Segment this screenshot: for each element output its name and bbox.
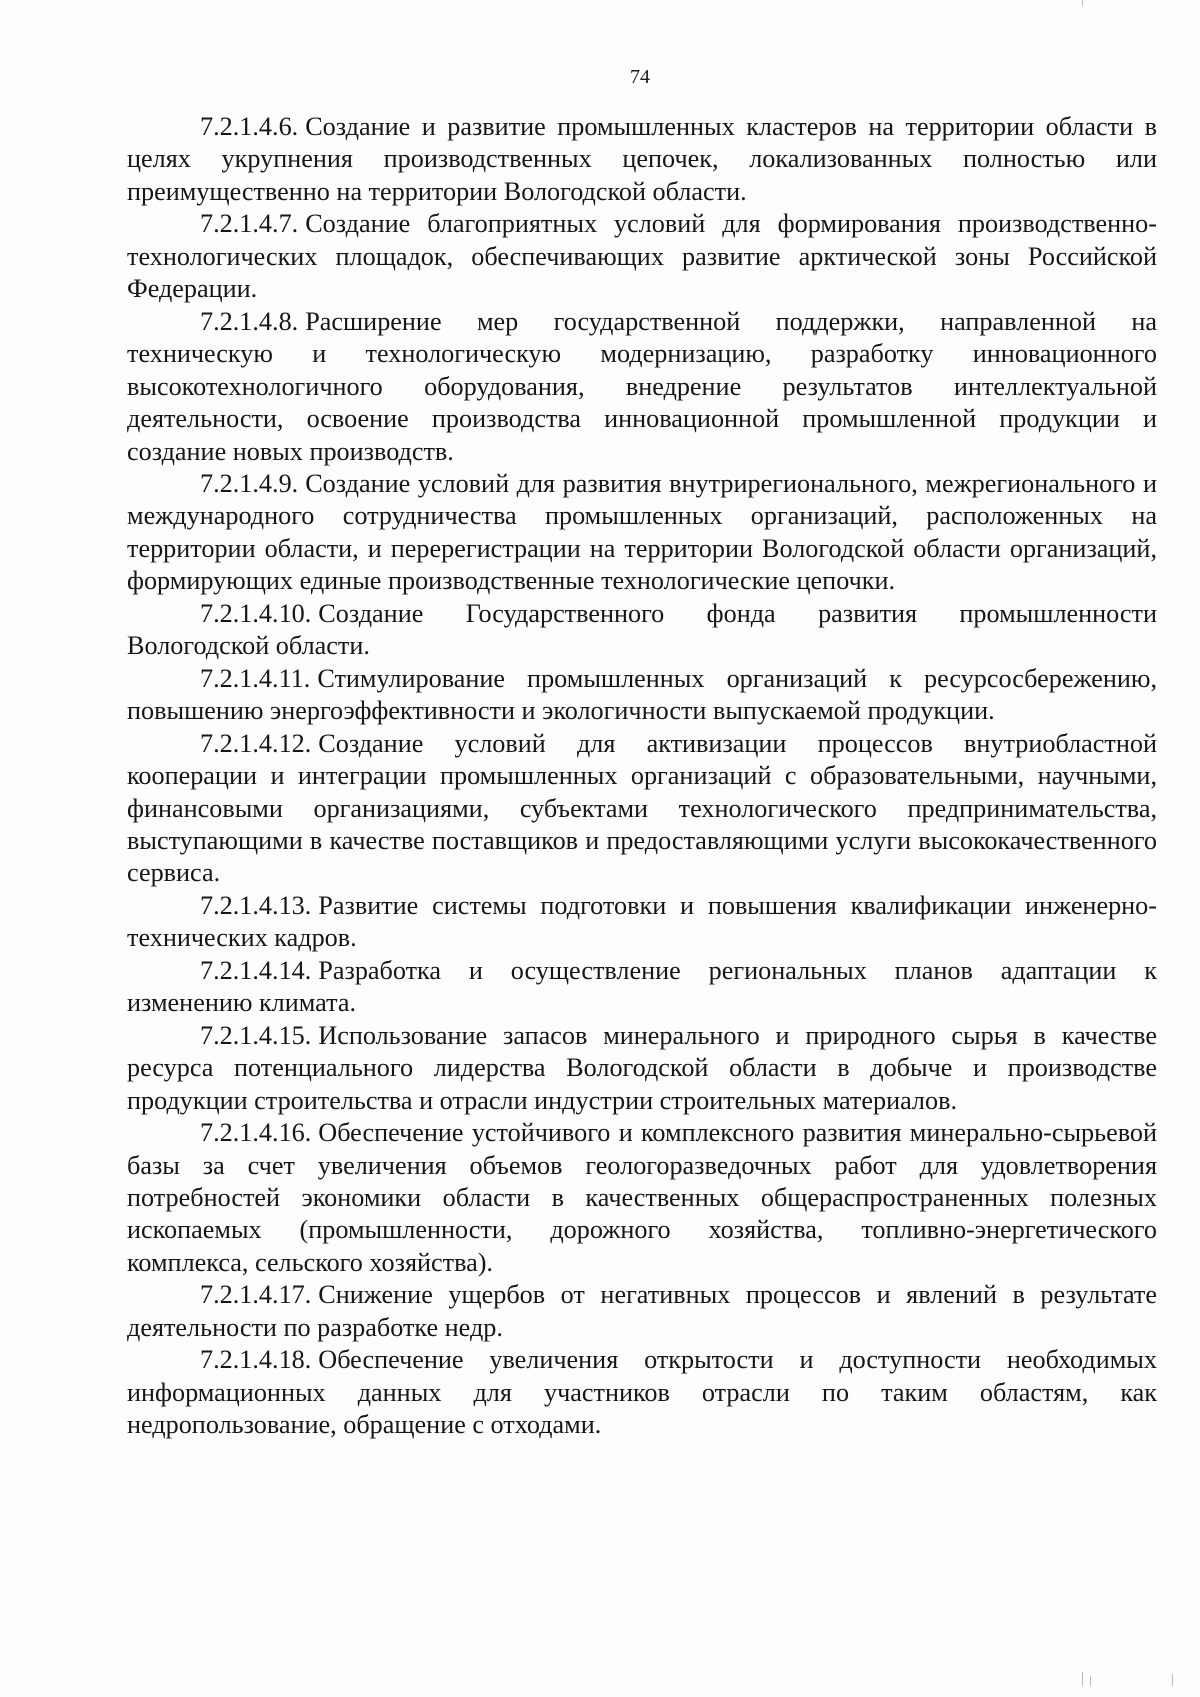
scan-artifact [1172,1674,1173,1686]
paragraph [127,728,1157,890]
paragraph-text: Обеспечение увеличения открытости и доступности необходимых информационных данных для участников отрасли по таким областям, как недропользование, обращение с отходами. [127,1345,1157,1440]
paragraph-number: 7.2.1.4.18. [200,1345,312,1375]
paragraph [127,1279,1157,1344]
paragraph [127,208,1157,305]
paragraph-number: 7.2.1.4.10. [200,598,312,628]
paragraph-number: 7.2.1.4.6. [200,112,299,141]
paragraph [127,1117,1157,1279]
paragraph [127,598,1157,663]
paragraph-number: 7.2.1.4.12. [200,728,312,758]
paragraph-text: Создание благоприятных условий для формирования производственно-технологических площадок, обеспечивающих развитие арктической зоны Российской Федерации. [127,209,1157,304]
paragraph-number: 7.2.1.4.16. [200,1118,312,1148]
scan-artifact [1090,1676,1091,1686]
paragraph-number: 7.2.1.4.13. [200,890,312,920]
paragraph-text: Создание условий для активизации процессов внутриобластной кооперации и интеграции промышленных организаций с образовательными, научными, финансовыми организациями, субъектами технологического предпринимательства, выступающими в качестве поставщиков и предоставляющими услуги высококачественного сервиса. [127,728,1157,888]
paragraph [127,468,1157,598]
paragraph-text: Использование запасов минерального и природного сырья в качестве ресурса потенциального лидерства Вологодской области в добыче и производстве продукции строительства и отрасли индустрии строительных материалов. [127,1020,1157,1115]
paragraph-number: 7.2.1.4.7. [200,209,299,239]
paragraph-text: Развитие системы подготовки и повышения квалификации инженерно-технических кадров. [127,890,1157,953]
paragraph [127,306,1157,468]
paragraph [127,111,1157,208]
paragraph-text: Разработка и осуществление региональных планов адаптации к изменению климата. [127,955,1157,1018]
paragraph-text: Стимулирование промышленных организаций к ресурсосбережению, повышению энергоэффективности и экологичности выпускаемой продукции. [127,663,1157,726]
paragraph [127,955,1157,1020]
paragraph-text: Снижение ущербов от негативных процессов и явлений в результате деятельности по разработке недр. [127,1280,1157,1342]
paragraph [127,663,1157,728]
paragraph-text: Создание Государственного фонда развития промышленности Вологодской области. [127,598,1157,661]
paragraph-number: 7.2.1.4.9. [200,468,299,498]
scan-artifact [1082,0,1083,6]
paragraph [127,890,1157,955]
paragraph-number: 7.2.1.4.14. [200,955,312,985]
paragraph-number: 7.2.1.4.8. [200,306,299,336]
scan-artifact [1082,1672,1083,1686]
paragraph [127,1344,1157,1441]
paragraph-text: Создание и развитие промышленных кластеров на территории области в целях укрупнения производственных цепочек, локализованных полностью или преимущественно на территории Вологодской области. [127,112,1157,206]
paragraph-text: Обеспечение устойчивого и комплексного развития минерально-сырьевой базы за счет увеличения объемов геологоразведочных работ для удовлетворения потребностей экономики области в качественных общераспространенных полезных ископаемых (промышленности, дорожного хозяйства, топливно-энергетического комплекса, сельского хозяйства). [127,1118,1157,1277]
paragraph-number: 7.2.1.4.11. [200,663,311,693]
page-number: 74 [630,66,650,88]
paragraph-number: 7.2.1.4.17. [200,1280,312,1310]
paragraph [127,1020,1157,1117]
paragraph-number: 7.2.1.4.15. [200,1020,312,1050]
paragraph-text: Расширение мер государственной поддержки, направленной на техническую и технологическую модернизацию, разработку инновационного высокотехнологичного оборудования, внедрение результатов интеллектуальной деятельности, освоение производства инновационной промышленной продукции и создание новых производств. [127,306,1157,466]
paragraph-text: Создание условий для развития внутрирегионального, межрегионального и международного сотрудничества промышленных организаций, расположенных на территории области, и перерегистрации на территории Вологодской области организаций, формирующих единые производственные технологические цепочки. [127,468,1157,596]
document-body [127,111,1157,1442]
